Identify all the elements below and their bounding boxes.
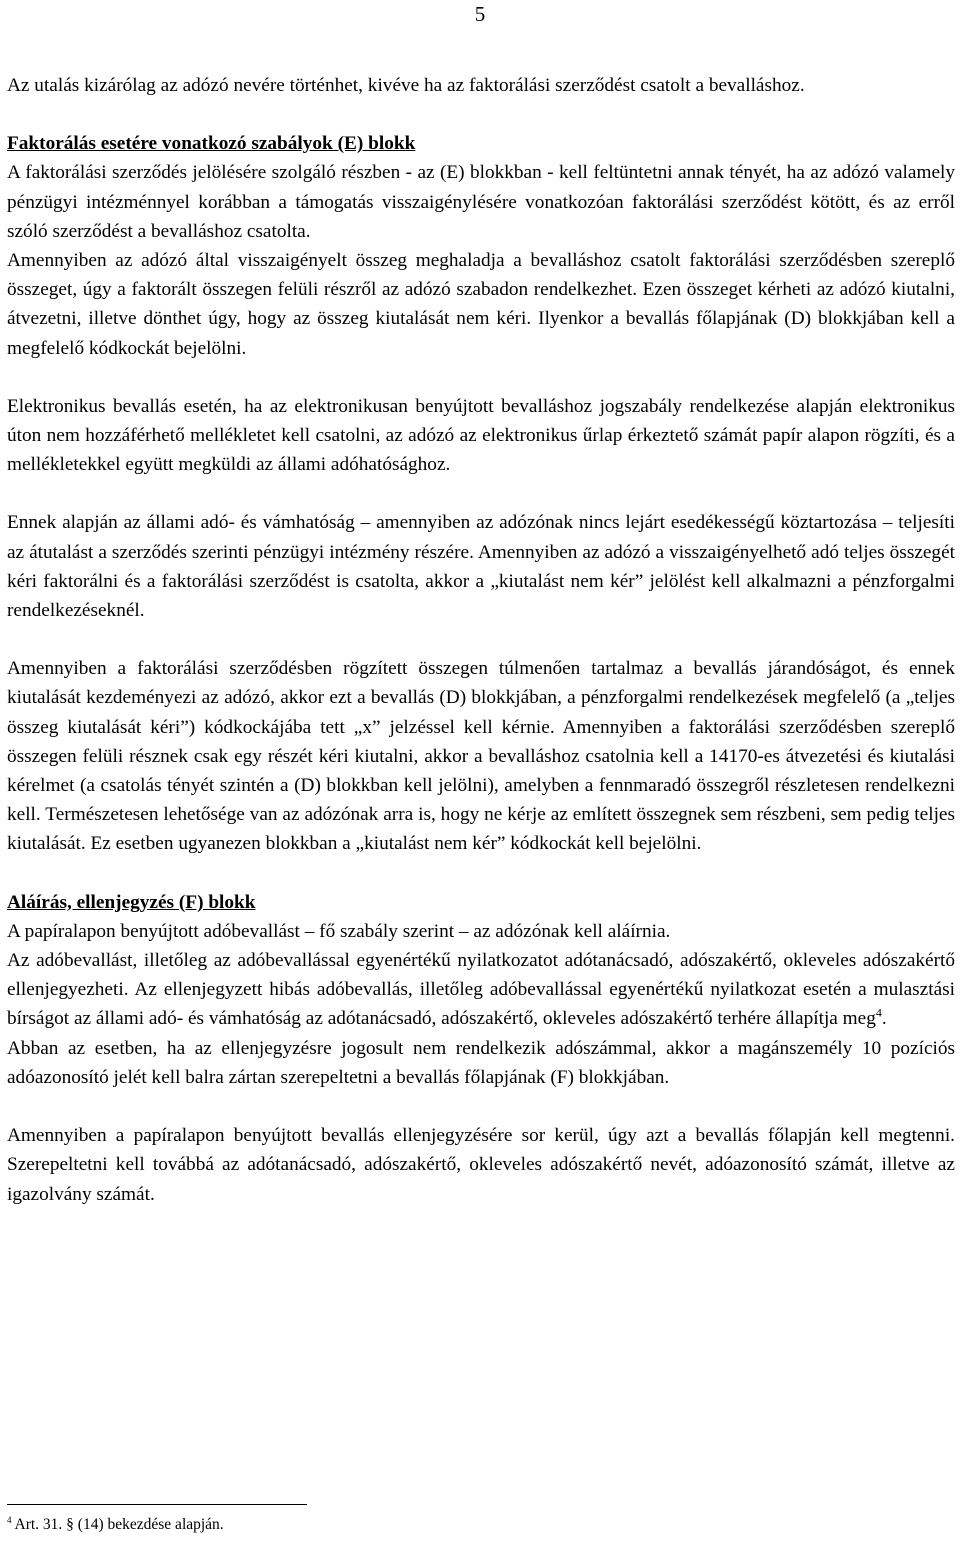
section-f-paragraph-3: Abban az esetben, ha az ellenjegyzésre jogosult nem rendelkezik adószámmal, akkor a magánszemély 10 pozíciós adóazonosító jelét kell balra zártan szerepeltetni a bevallás főlapjának (F) blokkjában. — [7, 1037, 955, 1088]
section-f-paragraph-2-text: Az adóbevallást, illetőleg az adóbevallással egyenértékű nyilatkozatot adótanácsadó, adószakértő, okleveles adószakértő ellenjegyezheti. Az ellenjegyzett hibás adóbevallás, illetőleg adóbevallással egyenértékű nyilatkozat esetén a mulasztási bírságot az állami adó- és vámhatóság az adótanácsadó, adószakértő, okleveles adószakértő terhére állapítja meg — [7, 950, 955, 1030]
section-f-paragraph-1: A papíralapon benyújtott adóbevallást – fő szabály szerint – az adózónak kell aláírnia. — [7, 920, 671, 942]
paragraph-transfer: Az utalás kizárólag az adózó nevére történhet, kivéve ha az faktorálási szerződést csatolt a bevalláshoz. — [7, 75, 805, 96]
footnote — [7, 1515, 224, 1535]
footnote-reference[interactable]: 4 — [875, 1006, 882, 1021]
section-f-paragraph-4: Amennyiben a papíralapon benyújtott bevallás ellenjegyzésére sor kerül, úgy azt a bevallás főlapján kell megtenni. Szerepeltetni kell továbbá az adótanácsadó, adószakértő, okleveles adószakértő nevét, adóazonosító számát, illetve az igazolvány számát. — [7, 1125, 955, 1205]
footnote-marker: 4 — [7, 1514, 12, 1525]
section-e-paragraph-1: A faktorálási szerződés jelölésére szolgáló részben - az (E) blokkban - kell feltüntetni annak tényét, ha az adózó valamely pénzügyi intézménnyel korábban a támogatás visszaigénylésére vonatkozóan faktorálási szerződést kötött, és az erről szóló szerződést a bevalláshoz csatolta. — [7, 162, 955, 242]
section-e-paragraph-2: Amennyiben az adózó által visszaigényelt összeg meghaladja a bevalláshoz csatolt faktorálási szerződésben szereplő összeget, úgy a faktorált összegen felüli részről az adózó szabadon rendelkezhet. Ezen összeget kérheti az adózó kiutalni, átvezetni, illetve dönthet úgy, hogy az összeg kiutalását nem kéri. Ilyenkor a bevallás főlapjának (D) blokkjában kell a megfelelő kódkockát bejelölni. — [7, 250, 955, 359]
section-f-paragraph-2 — [7, 946, 955, 1034]
section-f-heading: Aláírás, ellenjegyzés (F) blokk — [7, 891, 256, 913]
document-body — [7, 71, 955, 1209]
footnote-text: Art. 31. § (14) bekezdése alapján. — [11, 1516, 224, 1533]
footnote-separator — [7, 1504, 307, 1505]
page-number: 5 — [474, 2, 486, 26]
section-f-paragraph-2-end: . — [881, 1008, 887, 1030]
section-e-paragraph-5: Amennyiben a faktorálási szerződésben rögzített összegen túlmenően tartalmaz a bevallás járandóságot, és ennek kiutalását kezdeményezi az adózó, akkor ezt a bevallás (D) blokkjában, a pénzforgalmi rendelkezések megfelelő (a „teljes összeg kiutalását kéri”) kódkockájába tett „x” jelzéssel kell kérnie. Amennyiben a faktorálási szerződésben szereplő összegen felüli résznek csak egy részét kéri kiutalni, akkor a bevalláshoz csatolnia kell a 14170-es átvezetési és kiutalási kérelmet (a csatolás tényét szintén a (D) blokkban kell jelölni), amelyben a fennmaradó összegről részletesen rendelkezni kell. Természetesen lehetősége van az adózónak arra is, hogy ne kérje az említett összegnek sem részbeni, sem pedig teljes kiutalását. Ez esetben ugyanezen blokkban a „kiutalást nem kér” kódkockát kell bejelölni. — [7, 658, 955, 855]
section-e-paragraph-4: Ennek alapján az állami adó- és vámhatóság – amennyiben az adózónak nincs lejárt esedékességű köztartozása – teljesíti az átutalást a szerződés szerinti pénzügyi intézmény részére. Amennyiben az adózó a visszaigényelhető adó teljes összegét kéri faktorálni és a faktorálási szerződést is csatolta, akkor a „kiutalást nem kér” jelölést kell alkalmazni a pénzforgalmi rendelkezéseknél. — [7, 512, 955, 622]
section-e-heading: Faktorálás esetére vonatkozó szabályok (E) blokk — [7, 133, 416, 155]
section-e-paragraph-3: Elektronikus bevallás esetén, ha az elektronikusan benyújtott bevalláshoz jogszabály rendelkezése alapján elektronikus úton nem hozzáférhető mellékletet kell csatolni, az adózó az elektronikus űrlap érkeztető számát papír alapon rögzíti, és a mellékletekkel együtt megküldi az állami adóhatósághoz. — [7, 395, 955, 476]
